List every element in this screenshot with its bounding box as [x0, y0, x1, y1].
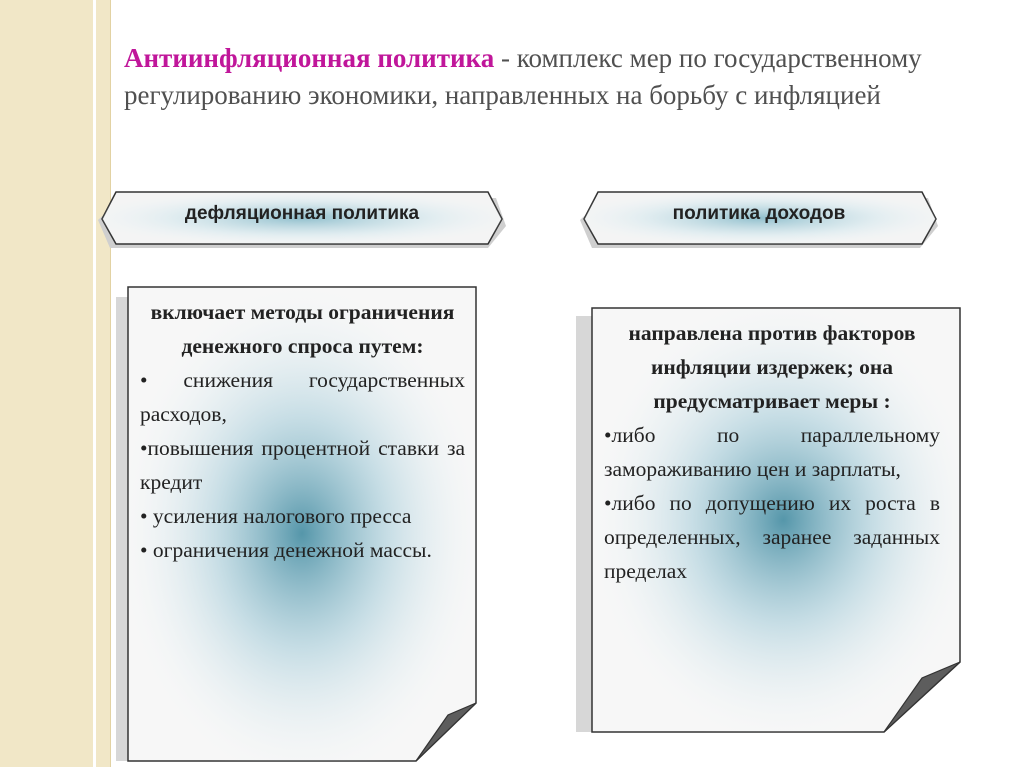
bullet-item: •либо по параллельному замораживанию цен и зарплаты,	[604, 423, 940, 481]
label-income-policy	[578, 188, 940, 248]
bullet-item: • снижения государственных расходов,	[140, 368, 465, 426]
card-income-policy	[574, 306, 966, 736]
decorative-strip	[0, 0, 93, 767]
bullet-item: •повышения процентной ставки за кредит	[140, 436, 465, 494]
card-intro: включает методы ограничения денежного спроса путем:	[150, 300, 455, 358]
pill-label: дефляционная политика	[184, 203, 420, 224]
label-deflation-policy	[96, 188, 508, 248]
heading-definition: - комплекс мер по государственному регулированию экономики, направленных на борьбу с инфляцией	[124, 43, 922, 110]
bullet-item: •либо по допущению их роста в определенных, заранее заданных пределах	[604, 491, 940, 583]
card-intro: направлена против факторов инфляции издержек; она предусматривает меры :	[628, 321, 916, 413]
decorative-strip-thin	[96, 0, 110, 767]
slide-heading	[124, 40, 984, 114]
pill-label: политика доходов	[672, 203, 846, 224]
heading-term: Антиинфляционная политика	[124, 43, 495, 73]
bullet-item: • усиления налогового пресса	[140, 504, 412, 528]
bullet-item: • ограничения денежной массы.	[140, 538, 432, 562]
card-deflation-policy	[110, 285, 480, 765]
